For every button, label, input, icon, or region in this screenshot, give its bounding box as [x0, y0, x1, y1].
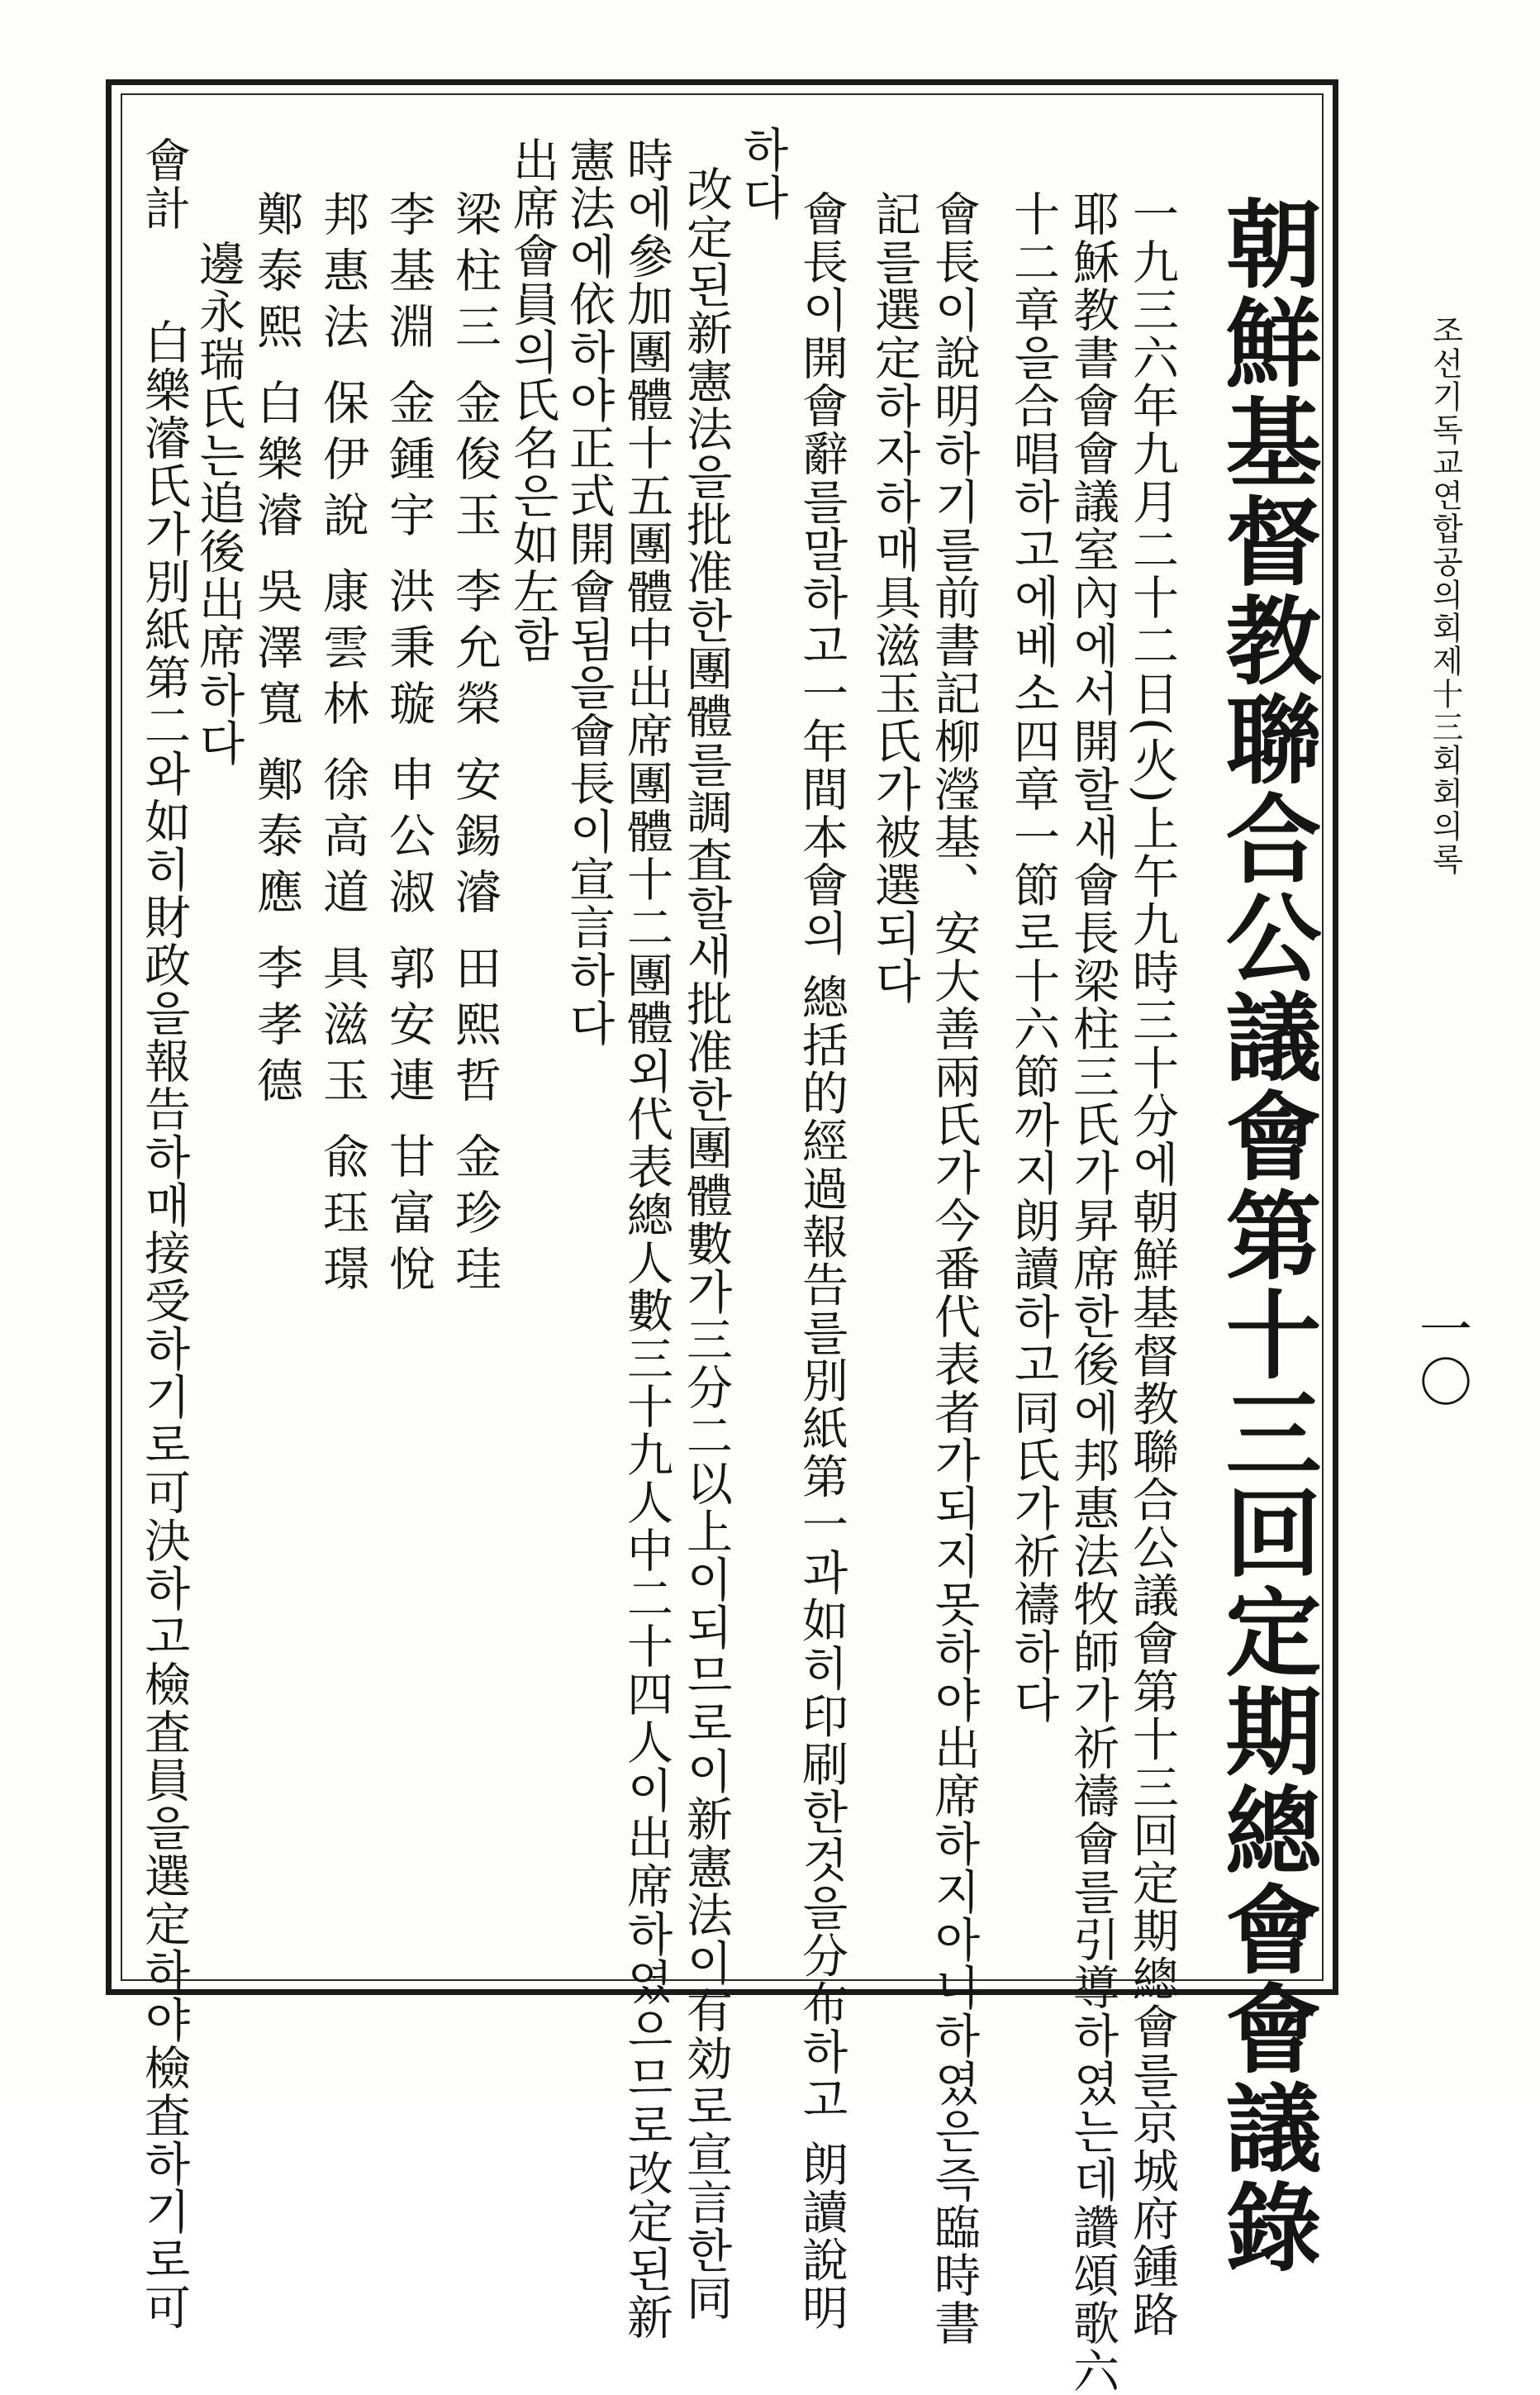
attendee-name: 吳澤寬 — [250, 567, 303, 736]
paragraph-line-2: 耶穌教書會會議室內에서開할새會長梁柱三氏가昇席한後에邦惠法牧師가祈禱會를引導하였는데讚頌歌六 — [1066, 190, 1119, 2395]
paragraph-line-3: 十二章을合唱하고에베소四章一節로十六節까지朗讀하고同氏가祈禱하다 — [1006, 190, 1060, 1724]
attendee-name: 李基淵 — [382, 190, 435, 359]
attendee-name: 鄭泰熙 — [250, 190, 303, 359]
attendee-name: 白樂濬 — [250, 379, 303, 547]
late-arrival-note: 邊永瑞氏는追後出席하다 — [192, 240, 245, 767]
attendee-name: 金珍珪 — [448, 1132, 501, 1301]
attendee-name: 邦惠法 — [316, 190, 369, 359]
attendee-name: 梁柱三 — [448, 190, 501, 359]
attendee-name: 李允榮 — [448, 567, 501, 736]
accounting-label: 會計 — [137, 136, 191, 232]
accounting-text: 白樂濬氏가別紙第二와如히財政을報告하매接受하기로可決하고檢査員을選定하야檢査하기로可 — [137, 318, 191, 2331]
paragraph-line-1: 一九三六年九月二十二日(火)上午九時三十分에朝鮮基督教聯合公議會第十三回定期總會를京城府鍾路 — [1125, 190, 1179, 2339]
attendee-name: 鄭泰應 — [250, 755, 303, 924]
attendee-column-2 — [382, 190, 435, 1727]
document-title: 朝鮮基督教聯合公議會第十三回定期總會會議錄 — [1210, 194, 1322, 2277]
running-header: 조선기독교연합공의회제十三회회의록 — [1427, 314, 1463, 876]
attendee-column-1 — [448, 190, 501, 1727]
paragraph-line-7: 하다 — [735, 126, 789, 221]
attendee-name: 具滋玉 — [316, 944, 369, 1112]
paragraph-line-5: 記를選定하자하매具滋玉氏가被選되다 — [867, 190, 921, 1005]
paragraph-line-11: 出席會員의氏名은如左함 — [506, 136, 559, 664]
attendee-name: 李孝德 — [250, 944, 303, 1112]
paragraph-line-10: 憲法에依하야正式開會됨을會長이宣言하다 — [562, 136, 616, 1047]
attendee-name: 安錫濬 — [448, 755, 501, 924]
attendee-name: 甘富悅 — [382, 1132, 435, 1301]
attendee-name: 田熙哲 — [448, 944, 501, 1112]
paragraph-line-9: 時에參加團體十五團體中出席團體十二團體외代表總人數三十九人中二十四人이出席하였으므로改定된新 — [620, 136, 673, 2341]
attendee-name: 兪珏璟 — [316, 1132, 369, 1301]
attendee-name: 申公淑 — [382, 755, 435, 924]
paragraph-line-8: 改定된新憲法을批准한團體를調査할새批准한團體數가三分二以上이되므로이新憲法이有効로宣言한同 — [679, 165, 733, 2322]
attendee-name: 金鍾宇 — [382, 379, 435, 547]
attendee-name: 保伊說 — [316, 379, 369, 547]
attendee-column-3 — [316, 190, 369, 1727]
attendee-name: 康雲林 — [316, 567, 369, 736]
paragraph-line-6: 會長이開會辭를말하고一年間本會의 總括的經過報告를別紙第一과如히印刷한것을分布하고 朗讀說明 — [795, 190, 848, 2332]
attendee-name: 徐高道 — [316, 755, 369, 924]
page-number: 一〇 — [1410, 1302, 1471, 1407]
attendee-name: 金俊玉 — [448, 379, 501, 547]
attendee-name: 洪秉璇 — [382, 567, 435, 736]
attendee-column-4 — [250, 190, 303, 1727]
paragraph-line-4: 會長이說明하기를前書記柳瀅基、安大善兩氏가今番代表者가되지못하야出席하지아니하였은즉臨時書 — [927, 190, 981, 2347]
attendee-name: 郭安連 — [382, 944, 435, 1112]
